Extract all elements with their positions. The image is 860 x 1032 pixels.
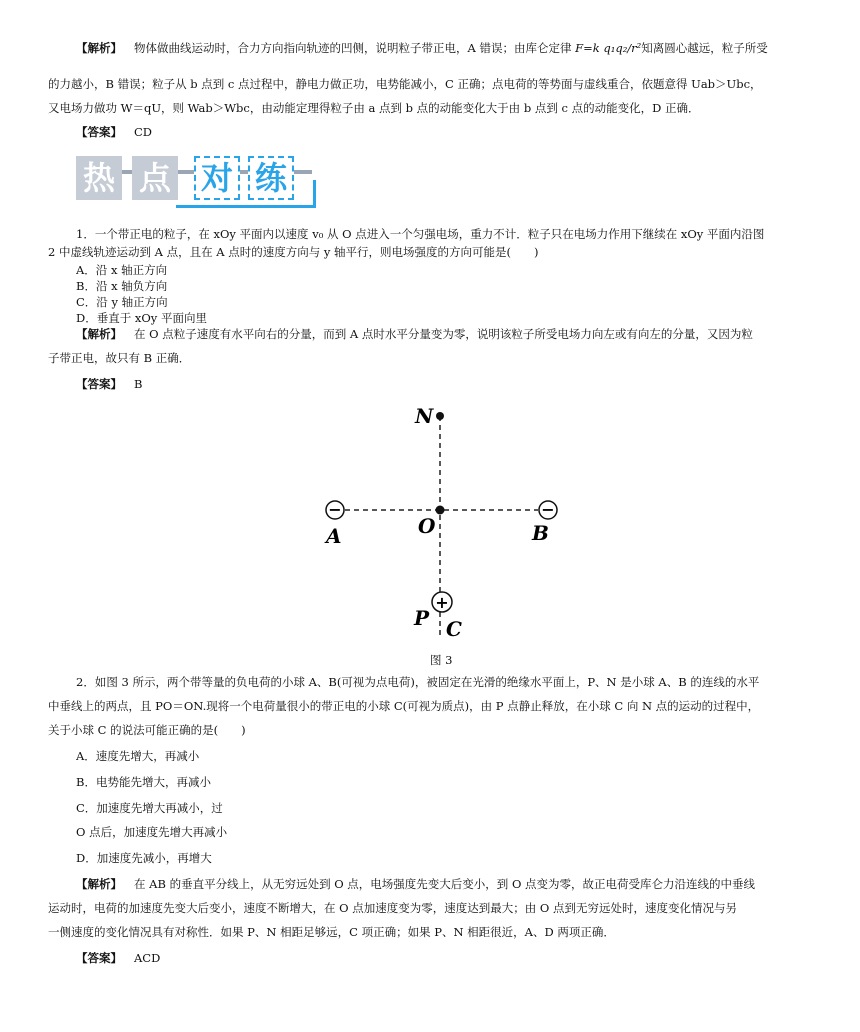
point-o <box>436 506 445 515</box>
question-1-line: 1．一个带正电的粒子，在 xOy 平面内以速度 v₀ 从 O 点进入一个匀强电场，重力不计．粒子只在电场力作用下继续在 xOy 平面内沿图 <box>76 227 765 241</box>
question-1-line: 2 中虚线轨迹运动到 A 点，且在 A 点时的速度方向与 y 轴平行，则电场强度的方向可能是( ) <box>48 245 539 259</box>
label-b: B <box>532 521 549 545</box>
coulomb-formula: F=k q₁q₂/r² <box>575 41 642 55</box>
option-item: D．加速度先减小，再增大 <box>76 851 212 865</box>
analysis-line <box>76 326 812 342</box>
charge-diagram <box>300 400 570 645</box>
plus-sign: + <box>435 593 449 612</box>
label-a: A <box>326 524 342 548</box>
analysis-line: 一侧速度的变化情况具有对称性．如果 P、N 相距足够远，C 项正确；如果 P、N 相距很近，A、D 两项正确． <box>48 925 615 939</box>
hot-topic-banner <box>76 150 326 212</box>
analysis-text: 知离圆心越远，粒子所受 <box>641 41 768 55</box>
analysis-text: 在 AB 的垂直平分线上，从无穷远处到 O 点，电场强度先变大后变小，到 O 点变为零，故正电荷受库仑力沿连线的中垂线 <box>134 877 756 891</box>
minus-sign: − <box>541 500 555 519</box>
minus-sign: − <box>328 500 342 519</box>
option-item: B．电势能先增大，再减小 <box>76 775 211 789</box>
analysis-line <box>76 876 812 892</box>
analysis-line: 运动时，电荷的加速度先变大后变小，速度不断增大，在 O 点加速度变为零，速度达到最大；由 O 点到无穷远处时，速度变化情况与另 <box>48 901 737 915</box>
option-item: O 点后，加速度先增大再减小 <box>76 825 228 839</box>
question-2-line: 关于小球 C 的说法可能正确的是( ) <box>48 723 246 737</box>
banner-char: 热 <box>76 156 122 200</box>
option-item: B．沿 x 轴负方向 <box>76 279 168 293</box>
option-item: A．沿 x 轴正方向 <box>76 263 168 277</box>
analysis-line: 的力越小，B 错误；粒子从 b 点到 c 点过程中，静电力做正功，电势能减小，C 正确；点电荷的等势面与虚线重合，依题意得 Uab＞Ubc， <box>48 77 762 91</box>
analysis-line: 子带正电，故只有 B 正确． <box>48 351 191 365</box>
option-item: D．垂直于 xOy 平面向里 <box>76 311 207 325</box>
label-c: C <box>446 617 462 641</box>
label-p: P <box>414 606 430 630</box>
answer-label: 【答案】 <box>76 125 122 139</box>
question-2-line: 2．如图 3 所示，两个带等量的负电荷的小球 A、B(可视为点电荷)，被固定在光滑的绝缘水平面上，P、N 是小球 A、B 的连线的水平 <box>76 675 760 689</box>
label-n: N <box>415 404 434 428</box>
figure-caption: 图 3 <box>430 653 453 667</box>
analysis-label: 【解析】 <box>76 327 122 341</box>
banner-char: 练 <box>248 156 294 200</box>
question-2-line: 中垂线上的两点，且 PO＝ON.现将一个电荷量很小的带正电的小球 C(可视为质点)，由 P 点静止释放，在小球 C 向 N 点的运动的过程中， <box>48 699 760 713</box>
option-item: A．速度先增大，再减小 <box>76 749 200 763</box>
answer-label: 【答案】 <box>76 377 122 391</box>
answer-value: B <box>134 377 143 391</box>
analysis-line: 又电场力做功 W＝qU，则 Wab＞Wbc，由动能定理得粒子由 a 点到 b 点的动能变化大于由 b 点到 c 点的动能变化，D 正确． <box>48 101 700 115</box>
answer-line <box>76 950 840 966</box>
analysis-label: 【解析】 <box>76 41 122 55</box>
answer-line <box>76 376 840 392</box>
answer-value: ACD <box>134 951 161 965</box>
point-n <box>436 412 444 420</box>
banner-char: 点 <box>132 156 178 200</box>
answer-value: CD <box>134 125 153 139</box>
answer-label: 【答案】 <box>76 951 122 965</box>
analysis-label: 【解析】 <box>76 877 122 891</box>
analysis-text: 物体做曲线运动时，合力方向指向轨迹的凹侧，说明粒子带正电，A 错误；由库仑定律 <box>134 41 576 55</box>
banner-char: 对 <box>194 156 240 200</box>
option-item: C．沿 y 轴正方向 <box>76 295 168 309</box>
analysis-line <box>76 40 812 56</box>
analysis-text: 在 O 点粒子速度有水平向右的分量，而到 A 点时水平分量变为零，说明该粒子所受电场力向左或有向左的分量，又因为粒 <box>134 327 753 341</box>
answer-line <box>76 124 840 140</box>
label-o: O <box>418 514 436 538</box>
option-item: C．加速度先增大再减小，过 <box>76 801 223 815</box>
